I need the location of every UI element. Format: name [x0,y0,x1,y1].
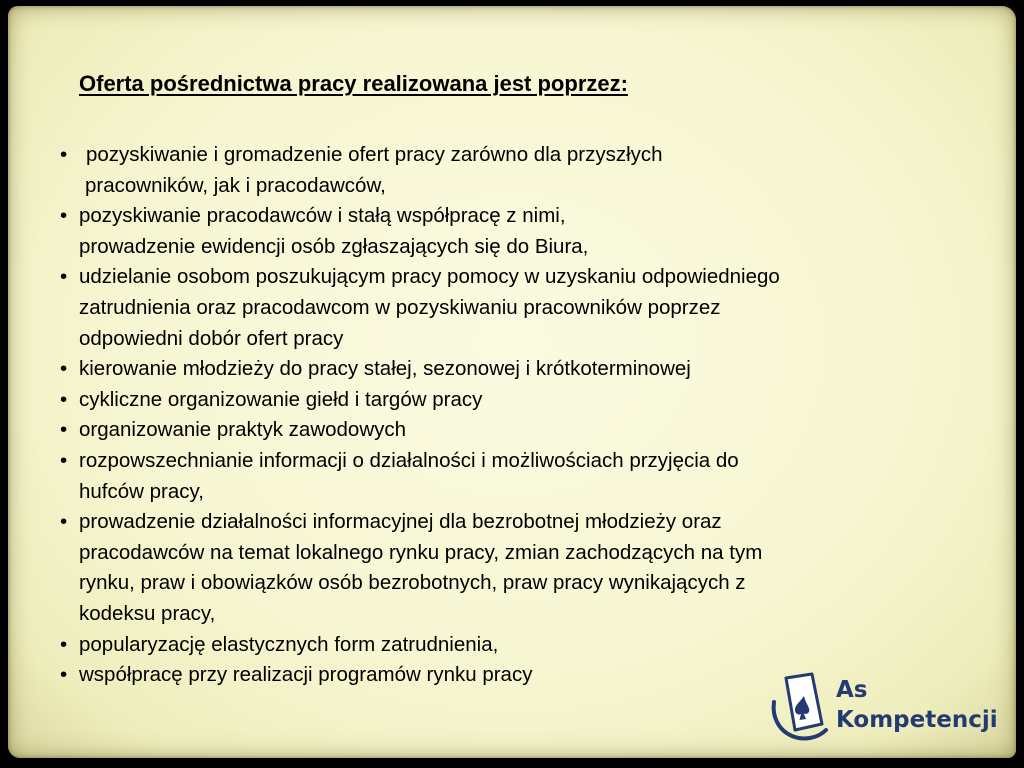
list-item-text: kodeksu pracy, [79,601,216,625]
list-item-text: pozyskiwanie pracodawców i stałą współpracę z nimi, [79,204,566,228]
list-item-text: zatrudnienia oraz pracodawcom w pozyskiwaniu pracowników poprzez [79,295,721,319]
slide-heading: Oferta pośrednictwa pracy realizowana jest poprzez: [79,71,628,96]
list-item-text: współpracę przy realizacji programów rynku pracy [79,663,533,687]
list-item [60,415,980,446]
list-item-text: udzielanie osobom poszukującym pracy pomocy w uzyskaniu odpowiedniego [79,265,780,289]
list-item-text: prowadzenie ewidencji osób zgłaszających się do Biura, [79,234,589,258]
list-item-text: popularyzację elastycznych form zatrudnienia, [79,632,499,656]
bullet-marker: • [60,448,68,472]
list-item [60,140,980,201]
list-item [60,507,980,629]
bullet-marker: • [60,510,68,534]
bullet-marker: • [60,387,68,411]
list-item [60,446,980,507]
list-item [60,262,980,354]
bullet-marker: • [60,204,68,228]
as-kompetencji-logo [768,668,998,748]
list-item [60,385,980,416]
list-item-text: rynku, praw i obowiązków osób bezrobotnych, praw pracy wynikających z [79,571,746,595]
list-item-text: pracowników, jak i pracodawców, [85,173,386,197]
list-item-text: rozpowszechnianie informacji o działalności i możliwościach przyjęcia do [79,448,739,472]
logo-text-line2: Kompetencji [836,707,998,733]
list-item-text: cykliczne organizowanie giełd i targów pracy [79,387,483,411]
bullet-marker: • [60,663,68,687]
bullet-list [60,140,980,691]
list-item-text: pracodawców na temat lokalnego rynku pracy, zmian zachodzących na tym [79,540,763,564]
bullet-marker: • [60,418,68,442]
playing-card-spade-icon [768,672,830,742]
list-item-text: prowadzenie działalności informacyjnej dla bezrobotnej młodzieży oraz [79,510,722,534]
bullet-marker: • [60,357,68,381]
list-item-text: odpowiedni dobór ofert pracy [79,326,344,350]
list-item-text: organizowanie praktyk zawodowych [79,418,407,442]
bullet-marker: • [60,265,68,289]
list-item-text: hufców pracy, [79,479,204,503]
list-item [60,354,980,385]
list-item-text: kierowanie młodzieży do pracy stałej, sezonowej i krótkoterminowej [79,357,691,381]
logo-text-line1: As [836,677,868,703]
bullet-marker: • [60,632,68,656]
list-item [60,630,980,661]
list-item-text: pozyskiwanie i gromadzenie ofert pracy zarówno dla przyszłych [86,143,663,166]
list-item [60,201,980,262]
bullet-marker: • [60,143,68,166]
